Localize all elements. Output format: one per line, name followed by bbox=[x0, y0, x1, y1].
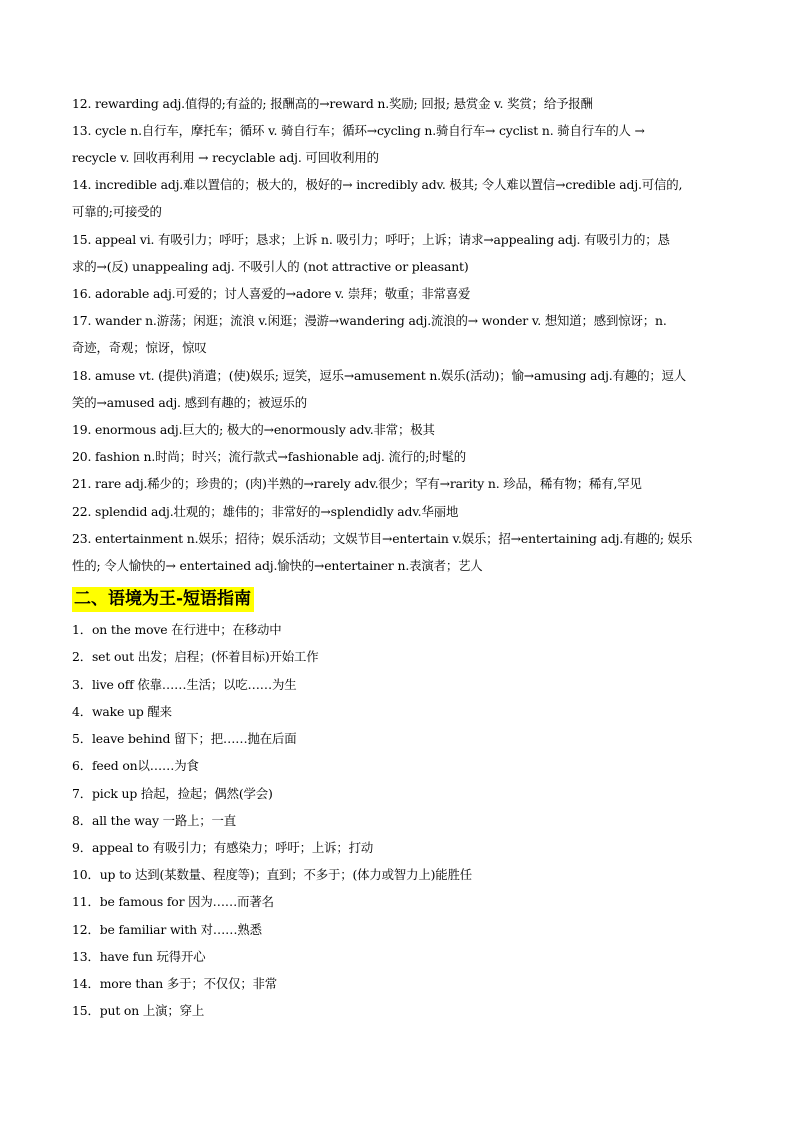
phrase-line: 12．be familiar with 对……熟悉 bbox=[72, 922, 262, 937]
vocab-line: 20. fashion n.时尚；时兴；流行款式→fashionable adj. 流行的;时髦的 bbox=[72, 449, 466, 464]
vocab-line: 19. enormous adj.巨大的; 极大的→enormously adv.非常；极其 bbox=[72, 422, 435, 437]
phrase-line: 14．more than 多于；不仅仅；非常 bbox=[72, 976, 278, 991]
phrase-line: 3．live off 依靠……生活；以吃……为生 bbox=[72, 677, 297, 692]
vocab-line: 15. appeal vi. 有吸引力；呼吁；恳求；上诉 n. 吸引力；呼吁；上诉；请求→appealing adj. 有吸引力的；恳 bbox=[72, 232, 670, 247]
phrase-line: 2．set out 出发；启程；(怀着目标)开始工作 bbox=[72, 649, 319, 664]
vocab-line: 17. wander n.游荡；闲逛；流浪 v.闲逛；漫游→wandering adj.流浪的→ wonder v. 想知道；感到惊讶；n. bbox=[72, 313, 667, 328]
phrase-line: 6．feed on以……为食 bbox=[72, 758, 199, 773]
phrase-line: 4．wake up 醒来 bbox=[72, 704, 172, 719]
phrase-line: 15．put on 上演；穿上 bbox=[72, 1003, 205, 1018]
vocab-line: 可靠的;可接受的 bbox=[72, 204, 162, 219]
phrase-line: 9．appeal to 有吸引力；有感染力；呼吁；上诉；打动 bbox=[72, 840, 374, 855]
phrase-line: 10．up to 达到(某数量、程度等)；直到；不多于；(体力或智力上)能胜任 bbox=[72, 867, 473, 882]
section-heading: 二、语境为王-短语指南 bbox=[72, 587, 254, 612]
vocab-line: 16. adorable adj.可爱的；讨人喜爱的→adore v. 崇拜；敬重；非常喜爱 bbox=[72, 286, 471, 301]
phrase-line: 13．have fun 玩得开心 bbox=[72, 949, 206, 964]
vocab-line: 性的; 令人愉快的→ entertained adj.愉快的→entertainer n.表演者；艺人 bbox=[72, 558, 483, 573]
vocab-line: 14. incredible adj.难以置信的；极大的，极好的→ incredibly adv. 极其; 令人难以置信→credible adj.可信的, bbox=[72, 177, 683, 192]
vocab-line: 笑的→amused adj. 感到有趣的；被逗乐的 bbox=[72, 395, 308, 410]
phrase-line: 5．leave behind 留下；把……抛在后面 bbox=[72, 731, 297, 746]
vocab-line: 23. entertainment n.娱乐；招待；娱乐活动；文娱节目→entertain v.娱乐；招→entertaining adj.有趣的; 娱乐 bbox=[72, 531, 693, 546]
phrase-line: 1．on the move 在行进中；在移动中 bbox=[72, 622, 282, 637]
phrase-line: 11．be famous for 因为……而著名 bbox=[72, 894, 274, 909]
vocab-line: recycle v. 回收再利用 → recyclable adj. 可回收利用的 bbox=[72, 150, 379, 165]
vocab-line: 12. rewarding adj.值得的;有益的; 报酬高的→reward n.奖励; 回报; 悬赏金 v. 奖赏；给予报酬 bbox=[72, 96, 593, 111]
vocab-line: 13. cycle n.自行车，摩托车；循环 v. 骑自行车；循环→cycling n.骑自行车→ cyclist n. 骑自行车的人 → bbox=[72, 123, 645, 138]
vocab-line: 奇迹，奇观；惊讶，惊叹 bbox=[72, 340, 207, 355]
vocab-line: 21. rare adj.稀少的；珍贵的；(肉)半熟的→rarely adv.很少；罕有→rarity n. 珍品，稀有物；稀有,罕见 bbox=[72, 476, 642, 491]
vocab-line: 求的→(反) unappealing adj. 不吸引人的 (not attractive or pleasant) bbox=[72, 259, 469, 274]
phrase-line: 7．pick up 拾起，捡起；偶然(学会) bbox=[72, 786, 273, 801]
phrase-line: 8．all the way 一路上；一直 bbox=[72, 813, 237, 828]
vocab-line: 22. splendid adj.壮观的；雄伟的；非常好的→splendidly adv.华丽地 bbox=[72, 504, 459, 519]
vocab-line: 18. amuse vt. (提供)消遣；(使)娱乐; 逗笑，逗乐→amusement n.娱乐(活动)；愉→amusing adj.有趣的；逗人 bbox=[72, 368, 687, 383]
